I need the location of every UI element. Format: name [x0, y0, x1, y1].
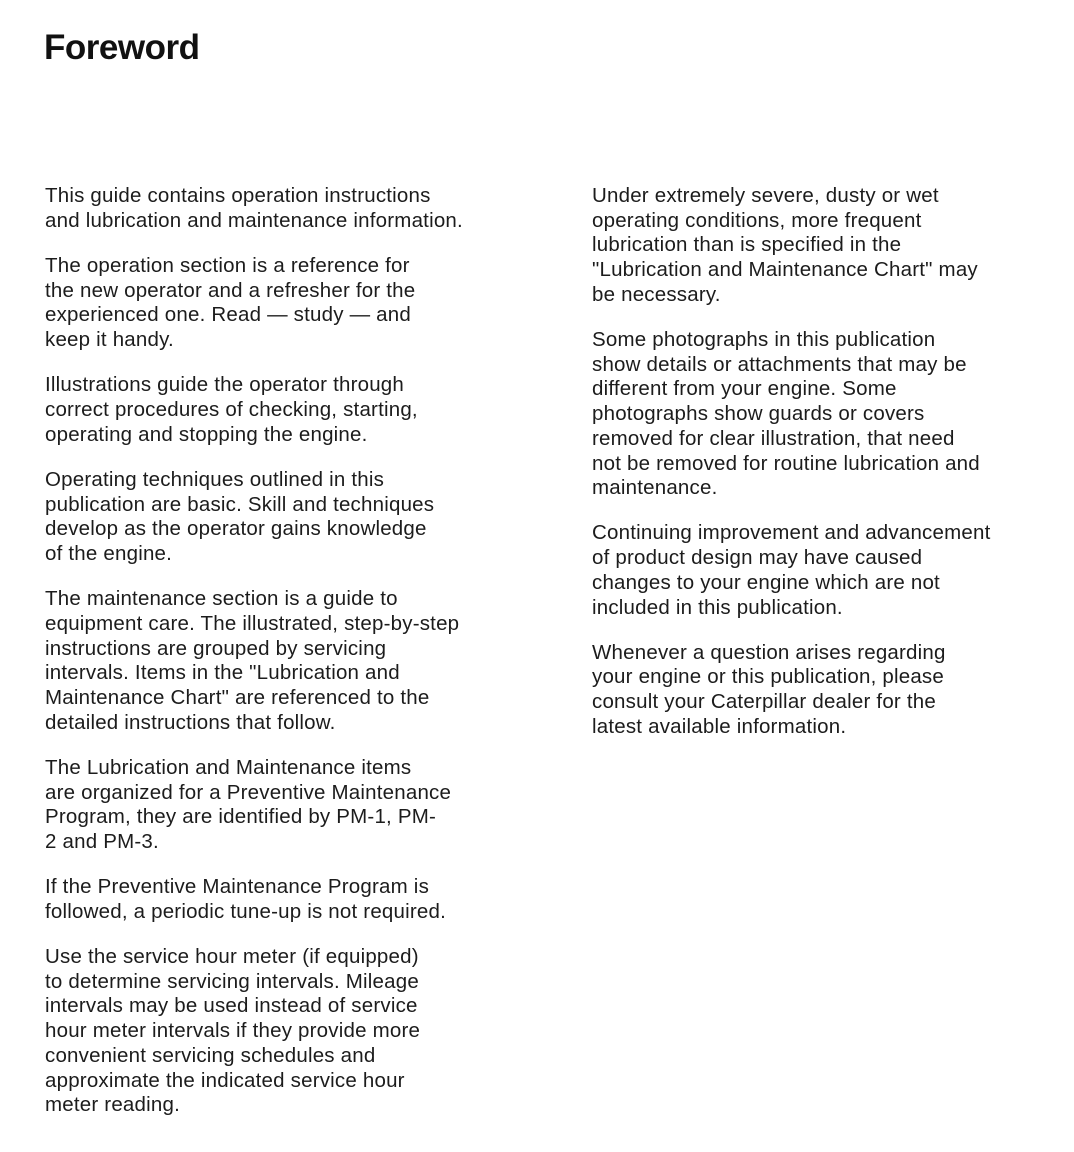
- text-line: The maintenance section is a guide to: [45, 587, 398, 611]
- text-line: and lubrication and maintenance information.: [45, 208, 463, 232]
- paragraph: [45, 373, 535, 447]
- paragraph: [45, 587, 535, 735]
- text-line: are organized for a Preventive Maintenance: [45, 780, 452, 804]
- text-line: publication are basic. Skill and techniques: [45, 492, 435, 516]
- paragraph: [592, 184, 1052, 308]
- text-line: operating conditions, more frequent: [592, 208, 922, 232]
- text-line: experienced one. Read — study — and: [45, 303, 411, 327]
- text-line: your engine or this publication, please: [592, 665, 944, 689]
- text-line: different from your engine. Some: [592, 377, 897, 401]
- text-line: lubrication than is specified in the: [592, 233, 902, 257]
- text-line: the new operator and a refresher for the: [45, 278, 416, 302]
- paragraph: [45, 254, 535, 353]
- paragraph: [592, 328, 1052, 501]
- text-line: This guide contains operation instructions: [45, 184, 431, 207]
- text-line: instructions are grouped by servicing: [45, 636, 387, 660]
- text-line: Under extremely severe, dusty or wet: [592, 184, 939, 207]
- paragraph: [45, 184, 535, 233]
- text-line: Illustrations guide the operator through: [45, 373, 405, 397]
- text-line: consult your Caterpillar dealer for the: [592, 690, 936, 714]
- left-column: [45, 184, 535, 1139]
- right-column: [592, 184, 1052, 760]
- text-line: operating and stopping the engine.: [45, 422, 368, 446]
- paragraph: [45, 468, 535, 567]
- text-line: meter reading.: [45, 1093, 180, 1117]
- text-line: "Lubrication and Maintenance Chart" may: [592, 258, 978, 282]
- text-line: included in this publication.: [592, 595, 843, 619]
- text-line: intervals may be used instead of service: [45, 994, 418, 1018]
- text-line: show details or attachments that may be: [592, 352, 967, 376]
- text-line: The Lubrication and Maintenance items: [45, 755, 412, 779]
- text-line: detailed instructions that follow.: [45, 710, 336, 734]
- paragraph: [592, 641, 1052, 740]
- paragraph: [45, 945, 535, 1118]
- text-line: Program, they are identified by PM-1, PM-: [45, 805, 437, 829]
- text-line: Maintenance Chart" are referenced to the: [45, 685, 430, 709]
- page-title: Foreword: [44, 28, 200, 67]
- text-line: develop as the operator gains knowledge: [45, 517, 427, 541]
- text-line: Some photographs in this publication: [592, 328, 936, 352]
- text-line: Whenever a question arises regarding: [592, 640, 946, 664]
- text-line: Use the service hour meter (if equipped): [45, 945, 419, 969]
- paragraph: [592, 521, 1052, 620]
- text-line: Continuing improvement and advancement: [592, 521, 991, 545]
- text-line: hour meter intervals if they provide more: [45, 1019, 421, 1043]
- text-line: approximate the indicated service hour: [45, 1068, 405, 1092]
- text-line: latest available information.: [592, 714, 847, 738]
- text-line: of the engine.: [45, 541, 173, 565]
- text-line: The operation section is a reference for: [45, 253, 410, 277]
- text-line: not be removed for routine lubrication and: [592, 451, 980, 475]
- text-line: correct procedures of checking, starting,: [45, 397, 418, 421]
- paragraph: [45, 875, 535, 924]
- text-line: followed, a periodic tune-up is not required.: [45, 899, 447, 923]
- text-line: convenient servicing schedules and: [45, 1043, 376, 1067]
- text-line: maintenance.: [592, 476, 718, 500]
- text-line: removed for clear illustration, that need: [592, 426, 955, 450]
- text-line: to determine servicing intervals. Mileage: [45, 969, 419, 993]
- text-line: keep it handy.: [45, 328, 174, 352]
- text-line: changes to your engine which are not: [592, 570, 940, 594]
- text-line: intervals. Items in the "Lubrication and: [45, 661, 400, 685]
- text-line: photographs show guards or covers: [592, 402, 925, 426]
- text-line: 2 and PM-3.: [45, 829, 159, 853]
- text-line: Operating techniques outlined in this: [45, 467, 385, 491]
- text-line: be necessary.: [592, 282, 721, 306]
- text-line: equipment care. The illustrated, step-by-step: [45, 611, 460, 635]
- text-line: If the Preventive Maintenance Program is: [45, 875, 430, 899]
- text-line: of product design may have caused: [592, 546, 923, 570]
- paragraph: [45, 756, 535, 855]
